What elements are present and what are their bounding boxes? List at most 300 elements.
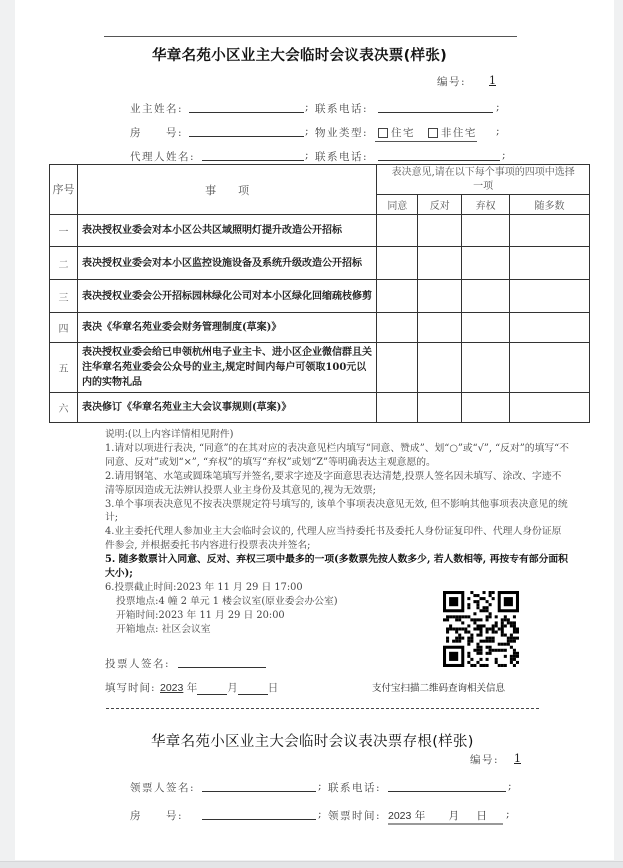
qr-module	[476, 618, 479, 621]
sep: ;	[305, 101, 311, 113]
document-page	[15, 0, 614, 860]
qr-module	[507, 643, 510, 646]
qr-module	[510, 658, 513, 661]
qr-module	[492, 649, 495, 652]
qr-module	[467, 661, 470, 664]
note-item: 4.业主委托代理人参加业主大会临时会议的, 代理人应当持委托书及委托人身份证复印件、代理人身份证原件参会, 并根据委托书内容进行投票表决并签名;	[105, 526, 562, 552]
qr-module	[476, 600, 479, 603]
qr-module	[489, 603, 492, 606]
qr-module	[470, 640, 473, 643]
row-seq: 三	[50, 280, 78, 313]
qr-module	[473, 612, 476, 615]
voter-sign-label: 投票人签名:	[105, 658, 171, 670]
qr-module	[504, 664, 507, 667]
receiver-sign-label: 领票人签名:	[130, 782, 196, 794]
fill-month-field[interactable]	[197, 684, 227, 695]
qr-module	[492, 637, 495, 640]
qr-module	[479, 658, 482, 661]
sep: ;	[508, 780, 514, 792]
table-row	[50, 313, 590, 343]
qr-module	[479, 646, 482, 649]
qr-module	[492, 631, 495, 634]
qr-module	[479, 618, 482, 621]
stub-room-field[interactable]	[202, 808, 316, 820]
cut-line	[106, 708, 539, 709]
qr-module	[516, 631, 519, 634]
qr-module	[492, 627, 495, 630]
property-type-label: 物业类型:	[315, 127, 369, 139]
qr-module	[501, 621, 504, 624]
qr-module	[476, 661, 479, 664]
qr-module	[449, 615, 452, 618]
stub-number-label: 编号:	[470, 754, 500, 766]
sep: ;	[305, 149, 311, 161]
qr-module	[486, 631, 489, 634]
qr-module	[470, 591, 473, 594]
qr-module	[458, 615, 461, 618]
row-item: 表决《华章名苑业委会财务管理制度(草案)》	[77, 313, 376, 343]
qr-module	[516, 652, 519, 655]
option-residential: 住宅	[391, 127, 415, 139]
qr-module	[492, 640, 495, 643]
qr-module	[467, 631, 470, 634]
table-row	[50, 280, 590, 313]
qr-module	[516, 637, 519, 640]
qr-module	[446, 615, 449, 618]
qr-module	[489, 612, 492, 615]
qr-module	[504, 655, 507, 658]
qr-module	[483, 609, 486, 612]
year-unit: 年	[186, 682, 198, 694]
voter-sign-field[interactable]	[178, 656, 266, 668]
qr-module	[483, 640, 486, 643]
qr-module	[507, 618, 510, 621]
qr-module	[501, 618, 504, 621]
qr-module	[479, 634, 482, 637]
qr-module	[467, 655, 470, 658]
qr-module	[461, 627, 464, 630]
day-unit: 日	[476, 810, 487, 822]
qr-module	[504, 618, 507, 621]
qr-module	[489, 652, 492, 655]
room-field[interactable]	[189, 125, 304, 137]
sep: ;	[305, 125, 311, 137]
qr-module	[498, 627, 501, 630]
vote-cell-oppose[interactable]	[418, 393, 462, 423]
col-agree: 同意	[377, 195, 418, 215]
vote-cell-abstain[interactable]	[462, 393, 510, 423]
month-unit: 月	[227, 682, 238, 694]
qr-module	[516, 661, 519, 664]
qr-module	[504, 624, 507, 627]
owner-name-field[interactable]	[189, 101, 304, 113]
vote-cell-abstain[interactable]	[462, 247, 510, 280]
qr-module	[455, 627, 458, 630]
sep: ;	[496, 125, 502, 137]
qr-module	[483, 597, 486, 600]
qr-module	[446, 618, 449, 621]
qr-module	[476, 603, 479, 606]
qr-module	[483, 664, 486, 667]
qr-module	[455, 618, 458, 621]
qr-module	[489, 637, 492, 640]
agent-name-label: 代理人姓名:	[130, 151, 196, 163]
qr-module	[464, 627, 467, 630]
qr-module	[501, 664, 504, 667]
row-seq: 二	[50, 247, 78, 280]
opinion-header: 表决意见,请在以下每个事项的四项中选择一项	[377, 165, 590, 195]
fill-year: 2023	[160, 682, 184, 694]
qr-module	[501, 624, 504, 627]
qr-module	[483, 606, 486, 609]
table-row	[50, 247, 590, 280]
qr-module	[476, 606, 479, 609]
qr-module	[486, 646, 489, 649]
qr-module	[464, 631, 467, 634]
qr-module	[467, 615, 470, 618]
qr-module	[476, 646, 479, 649]
vote-cell-agree[interactable]	[377, 393, 418, 423]
row-seq: 六	[50, 393, 78, 423]
qr-module	[461, 637, 464, 640]
vote-cell-majority[interactable]	[510, 343, 590, 393]
qr-module	[470, 637, 473, 640]
qr-module	[510, 637, 513, 640]
notes-heading: 说明:(以上内容详情相见附件)	[105, 429, 234, 440]
qr-module	[489, 640, 492, 643]
row-item: 表决修订《华章名苑业主大会议事规则(草案)》	[77, 393, 376, 423]
qr-module	[479, 627, 482, 630]
qr-module	[461, 615, 464, 618]
table-row	[50, 215, 590, 247]
vote-cell-oppose[interactable]	[418, 343, 462, 393]
qr-module	[510, 624, 513, 627]
row-item: 表决授权业委会给已申领杭州电子业主卡、进小区企业微信群且关注华章名苑业委会公众号的业主,规定时间内每户可领取100元以内的实物礼品	[77, 343, 376, 393]
qr-module	[513, 655, 516, 658]
vote-cell-majority[interactable]	[510, 393, 590, 423]
qr-module	[510, 634, 513, 637]
sep: ;	[506, 808, 512, 820]
vote-cell-oppose[interactable]	[418, 247, 462, 280]
ballot-title: 华章名苑小区业主大会临时会议表决票(样张)	[152, 48, 448, 64]
qr-module	[498, 664, 501, 667]
qr-module	[510, 646, 513, 649]
qr-module	[473, 664, 476, 667]
qr-module	[513, 621, 516, 624]
qr-code-icon[interactable]	[443, 591, 519, 667]
qr-module	[504, 643, 507, 646]
agent-phone-field[interactable]	[378, 149, 500, 161]
stub-title: 华章名苑小区业主大会临时会议表决票存根(样张)	[151, 734, 474, 750]
qr-module	[504, 597, 513, 606]
phone-field[interactable]	[378, 101, 493, 113]
qr-module	[479, 624, 482, 627]
qr-module	[449, 624, 452, 627]
qr-module	[486, 640, 489, 643]
qr-module	[476, 594, 479, 597]
qr-module	[489, 627, 492, 630]
qr-module	[449, 597, 458, 606]
qr-module	[486, 609, 489, 612]
stub-phone-label: 联系电话:	[328, 782, 382, 794]
day-unit: 日	[267, 682, 279, 694]
qr-module	[486, 606, 489, 609]
qr-module	[458, 618, 461, 621]
qr-module	[510, 655, 513, 658]
checkbox-non-residential[interactable]	[428, 128, 438, 138]
vote-cell-abstain[interactable]	[462, 343, 510, 393]
table-row	[50, 393, 590, 423]
qr-module	[513, 637, 516, 640]
vote-cell-oppose[interactable]	[418, 280, 462, 313]
qr-module	[470, 618, 473, 621]
vote-cell-agree[interactable]	[377, 343, 418, 393]
qr-module	[498, 643, 501, 646]
sep: ;	[318, 808, 324, 820]
qr-module	[455, 640, 458, 643]
qr-module	[504, 615, 507, 618]
qr-module	[467, 652, 470, 655]
qr-module	[455, 631, 458, 634]
qr-module	[479, 640, 482, 643]
table-row	[50, 343, 590, 393]
note-item-bold: 5. 随多数票计入同意、反对、弃权三项中最多的一项(多数票先按人数多少, 若人数相等, 再按专有部分面积大小);	[105, 554, 568, 580]
qr-module	[479, 609, 482, 612]
qr-module	[495, 624, 498, 627]
stub-phone-field[interactable]	[388, 780, 506, 792]
row-seq: 四	[50, 313, 78, 343]
qr-module	[486, 618, 489, 621]
qr-module	[486, 600, 489, 603]
qr-module	[473, 600, 476, 603]
qr-module	[455, 615, 458, 618]
qr-module	[513, 627, 516, 630]
qr-module	[470, 658, 473, 661]
qr-module	[452, 627, 455, 630]
qr-module	[483, 591, 486, 594]
checkbox-residential[interactable]	[378, 128, 388, 138]
fill-day-field[interactable]	[238, 684, 268, 695]
col-oppose: 反对	[418, 195, 462, 215]
item-header: 事 项	[77, 165, 376, 215]
qr-module	[476, 634, 479, 637]
qr-module	[489, 615, 492, 618]
qr-module	[495, 661, 498, 664]
qr-module	[473, 621, 476, 624]
qr-module	[467, 606, 470, 609]
qr-module	[464, 615, 467, 618]
qr-module	[516, 655, 519, 658]
qr-module	[516, 627, 519, 630]
qr-module	[473, 627, 476, 630]
option-non-residential: 非住宅	[440, 127, 477, 139]
qr-module	[501, 634, 504, 637]
receive-time-value	[388, 808, 503, 825]
qr-module	[458, 634, 461, 637]
sep: ;	[502, 149, 508, 161]
qr-module	[479, 631, 482, 634]
vote-cell-abstain[interactable]	[462, 280, 510, 313]
qr-module	[446, 631, 449, 634]
qr-module	[501, 643, 504, 646]
qr-module	[473, 594, 476, 597]
qr-module	[492, 591, 495, 594]
qr-module	[489, 649, 492, 652]
row-seq: 五	[50, 343, 78, 393]
room-label: 房 号:	[130, 127, 184, 139]
qr-module	[470, 664, 473, 667]
receive-year: 2023	[388, 810, 412, 822]
stub-number-value: 1	[514, 752, 521, 765]
qr-module	[510, 661, 513, 664]
qr-module	[476, 649, 479, 652]
qr-module	[483, 624, 486, 627]
qr-module	[495, 631, 498, 634]
qr-module	[495, 649, 498, 652]
qr-module	[467, 603, 470, 606]
vote-cell-majority[interactable]	[510, 215, 590, 247]
qr-module	[473, 649, 476, 652]
qr-module	[449, 627, 452, 630]
qr-module	[452, 615, 455, 618]
owner-name-label: 业主姓名:	[130, 103, 184, 115]
qr-module	[458, 640, 461, 643]
qr-module	[510, 640, 513, 643]
phone-label: 联系电话:	[315, 103, 369, 115]
qr-module	[446, 640, 449, 643]
fill-time-value	[160, 680, 278, 695]
qr-module	[498, 649, 501, 652]
fill-time-label: 填写时间:	[105, 682, 156, 694]
ballot-number-value: 1	[489, 74, 496, 87]
vote-cell-abstain[interactable]	[462, 215, 510, 247]
qr-module	[476, 624, 479, 627]
qr-module	[513, 615, 516, 618]
note-item-6-prefix: 6.	[105, 581, 115, 593]
qr-module	[489, 594, 492, 597]
qr-module	[492, 624, 495, 627]
qr-module	[489, 646, 492, 649]
qr-module	[507, 621, 510, 624]
qr-module	[504, 634, 507, 637]
row-item: 表决授权业委会对本小区监控设施设备及系统升级改造公开招标	[77, 247, 376, 280]
qr-module	[470, 634, 473, 637]
qr-module	[443, 618, 446, 621]
col-abstain: 弃权	[462, 195, 510, 215]
qr-module	[486, 664, 489, 667]
vote-cell-oppose[interactable]	[418, 215, 462, 247]
qr-module	[476, 643, 479, 646]
qr-module	[479, 664, 482, 667]
vote-cell-majority[interactable]	[510, 280, 590, 313]
qr-module	[513, 664, 516, 667]
qr-module	[486, 637, 489, 640]
sep: ;	[318, 780, 324, 792]
qr-module	[513, 652, 516, 655]
qr-module	[452, 640, 455, 643]
vote-deadline: 投票截止时间:2023 年 11 月 29 日 17:00	[114, 581, 303, 593]
qr-module	[495, 658, 498, 661]
qr-module	[513, 631, 516, 634]
qr-module	[507, 637, 510, 640]
qr-module	[501, 631, 504, 634]
vote-cell-agree[interactable]	[377, 215, 418, 247]
seq-header: 序号	[50, 165, 78, 215]
ballot-number-label: 编号:	[437, 76, 467, 88]
qr-module	[446, 637, 449, 640]
open-time: 开箱时间:2023 年 11 月 29 日 20:00	[116, 609, 285, 621]
qr-module	[479, 597, 482, 600]
qr-module	[467, 624, 470, 627]
vote-cell-agree[interactable]	[377, 280, 418, 313]
qr-module	[501, 649, 504, 652]
qr-module	[507, 640, 510, 643]
qr-module	[489, 591, 492, 594]
qr-module	[479, 649, 482, 652]
vote-cell-majority[interactable]	[510, 313, 590, 343]
stub-room-label: 房 号:	[130, 810, 184, 822]
receiver-sign-field[interactable]	[202, 780, 316, 792]
qr-module	[495, 615, 498, 618]
qr-module	[513, 658, 516, 661]
note-item: 1.请对以项进行表决, “同意”的在其对应的表决意见栏内填写“同意、赞成”、划“○”或“√”, “反对”的填写“不同意、反对”或划“×”, “弃权”的填写“弃权”或划“Z”等明确表达主观意愿的。	[105, 442, 569, 468]
vote-location: 投票地点:4 幢 2 单元 1 楼会议室(原业委会办公室)	[116, 595, 338, 607]
qr-module	[513, 649, 516, 652]
agent-phone-label: 联系电话:	[315, 151, 369, 163]
row-item: 表决授权业委会对本小区公共区域照明灯提升改造公开招标	[77, 215, 376, 247]
qr-module	[467, 597, 470, 600]
note-item: 2.请用钢笔、水笔或圆珠笔填写并签名,要求字迹及字面意思表达清楚,投票人签名因未填写、涂改、字迹不清等原因造成无法辨认投票人业主身份及其意见的,视为无效票;	[105, 470, 562, 496]
vote-cell-agree[interactable]	[377, 247, 418, 280]
qr-module	[479, 652, 482, 655]
qr-module	[458, 637, 461, 640]
qr-module	[504, 649, 507, 652]
vote-cell-abstain[interactable]	[462, 313, 510, 343]
qr-module	[449, 652, 458, 661]
agent-name-field[interactable]	[202, 149, 304, 161]
row-seq: 一	[50, 215, 78, 247]
property-type-options	[375, 125, 477, 142]
qr-module	[486, 652, 489, 655]
qr-caption: 支付宝扫描二维码查询相关信息	[372, 683, 506, 694]
qr-module	[476, 627, 479, 630]
qr-module	[473, 618, 476, 621]
qr-module	[458, 627, 461, 630]
qr-module	[486, 627, 489, 630]
row-item: 表决授权业委会公开招标园林绿化公司对本小区绿化回缩疏枝修剪	[77, 280, 376, 313]
qr-module	[495, 621, 498, 624]
qr-module	[476, 652, 479, 655]
receive-time-label: 领票时间:	[328, 810, 382, 822]
qr-module	[513, 624, 516, 627]
qr-module	[467, 643, 470, 646]
month-unit: 月	[448, 810, 460, 822]
qr-module	[446, 627, 449, 630]
qr-module	[455, 637, 458, 640]
note-item: 3.单个事项表决意见不按表决票规定符号填写的, 该单个事项表决意见无效, 但不影响其他事项表决意见的统计;	[105, 498, 568, 524]
qr-module	[461, 621, 464, 624]
vote-cell-agree[interactable]	[377, 313, 418, 343]
qr-module	[501, 627, 504, 630]
qr-module	[486, 658, 489, 661]
qr-module	[467, 640, 470, 643]
year-unit: 年	[414, 810, 426, 822]
qr-module	[513, 640, 516, 643]
qr-module	[467, 637, 470, 640]
vote-cell-oppose[interactable]	[418, 313, 462, 343]
vote-cell-majority[interactable]	[510, 247, 590, 280]
open-location: 开箱地点: 社区会议室	[116, 623, 211, 635]
